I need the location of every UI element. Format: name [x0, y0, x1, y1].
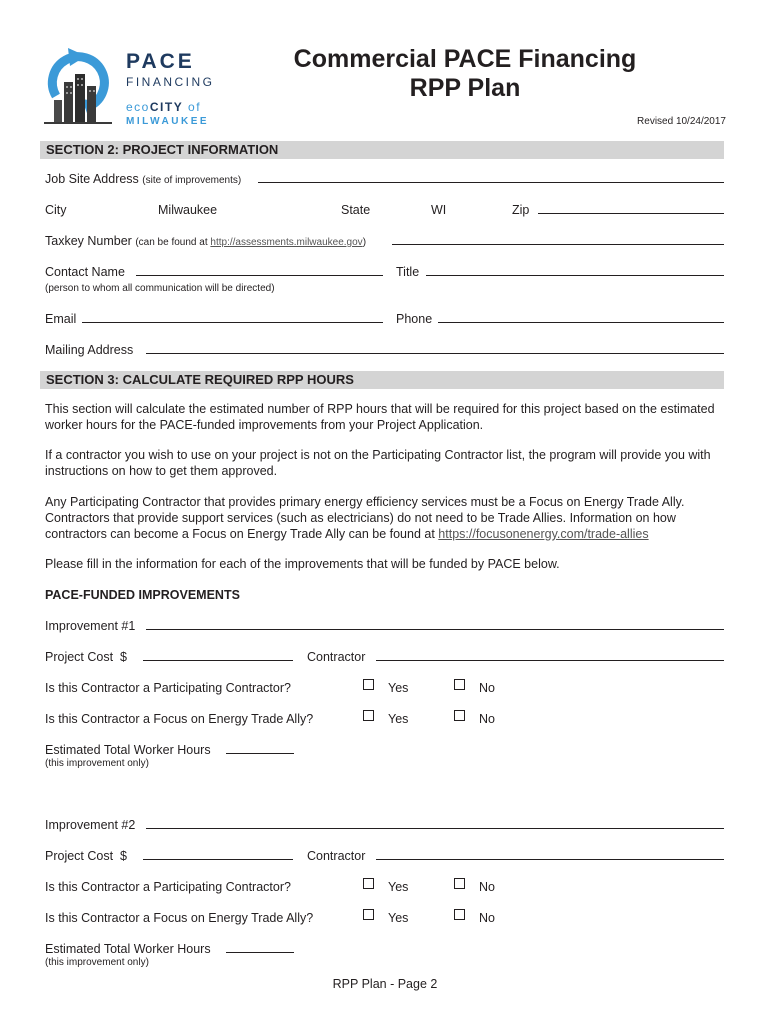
section3-paragraph-1: This section will calculate the estimated number of RPP hours that will be required for this project based on the estimated worker hours for the PACE-funded improvements from your Project Application.	[45, 402, 715, 432]
improvement-2-label: Improvement #2	[45, 818, 136, 832]
section3-paragraph-4: Please fill in the information for each of the improvements that will be funded by PACE below.	[45, 557, 560, 571]
project-cost-1-label: Project Cost $	[45, 650, 127, 664]
participating-2-yes-checkbox[interactable]	[363, 878, 374, 889]
trade-ally-1-yes-label: Yes	[388, 712, 409, 726]
participating-1-no-checkbox[interactable]	[454, 679, 465, 690]
improvement-2-field[interactable]	[146, 828, 724, 829]
improvement-1-label: Improvement #1	[45, 619, 136, 633]
participating-1-yes-label: Yes	[388, 681, 409, 695]
worker-hours-1-field[interactable]	[226, 753, 294, 754]
state-label: State	[341, 203, 371, 217]
email-field[interactable]	[82, 322, 383, 323]
improvements-subheading: PACE-FUNDED IMPROVEMENTS	[45, 588, 240, 602]
revised-date: Revised 10/24/2017	[637, 116, 726, 127]
project-cost-2-field[interactable]	[143, 859, 293, 860]
trade-ally-1-no-checkbox[interactable]	[454, 710, 465, 721]
contractor-2-field[interactable]	[376, 859, 724, 860]
logo-pace-text: PACE	[126, 50, 195, 73]
section3-heading: SECTION 3: CALCULATE REQUIRED RPP HOURS	[40, 371, 724, 389]
contact-note: (person to whom all communication will be directed)	[45, 283, 275, 294]
section3-paragraph-2: If a contractor you wish to use on your project is not on the Participating Contractor list, the program will provide you with instructions on how to get them approved.	[45, 448, 711, 478]
zip-field[interactable]	[538, 213, 724, 214]
participating-1-no-label: No	[479, 681, 495, 695]
worker-hours-2-field[interactable]	[226, 952, 294, 953]
taxkey-field[interactable]	[392, 244, 724, 245]
phone-field[interactable]	[438, 322, 724, 323]
participating-2-question: Is this Contractor a Participating Contractor?	[45, 880, 291, 894]
worker-hours-2-note: (this improvement only)	[45, 957, 149, 968]
mailing-field[interactable]	[146, 353, 724, 354]
section3-paragraph-3: Any Participating Contractor that provides primary energy efficiency services must be a Focus on Energy Trade Ally. Contractors that provide support services (such as electricians) do not need to be Trade Allies. Information on how contractors can become a Focus on Energy Trade Ally can be found at https://focusonenergy.com/trade-allies	[45, 495, 685, 541]
trade-allies-link[interactable]: https://focusonenergy.com/trade-allies	[438, 527, 649, 541]
job-site-field[interactable]	[258, 182, 724, 183]
project-cost-1-field[interactable]	[143, 660, 293, 661]
city-value[interactable]: Milwaukee	[158, 203, 218, 217]
participating-2-no-label: No	[479, 880, 495, 894]
zip-label: Zip	[512, 203, 530, 217]
worker-hours-1-note: (this improvement only)	[45, 758, 149, 769]
trade-ally-1-question: Is this Contractor a Focus on Energy Trade Ally?	[45, 712, 314, 726]
worker-hours-2-label: Estimated Total Worker Hours	[45, 942, 211, 956]
email-label: Email	[45, 312, 77, 326]
logo-milwaukee-text: MILWAUKEE	[126, 116, 210, 127]
taxkey-label: Taxkey Number (can be found at http://assessments.milwaukee.gov)	[45, 234, 367, 248]
trade-ally-2-no-label: No	[479, 911, 495, 925]
job-site-label: Job Site Address (site of improvements)	[45, 172, 242, 186]
title-label: Title	[396, 265, 420, 279]
participating-2-yes-label: Yes	[388, 880, 409, 894]
participating-1-question: Is this Contractor a Participating Contractor?	[45, 681, 291, 695]
logo-financing-text: FINANCING	[126, 75, 215, 89]
state-value[interactable]: WI	[431, 203, 447, 217]
city-label: City	[45, 203, 67, 217]
trade-ally-2-question: Is this Contractor a Focus on Energy Trade Ally?	[45, 911, 314, 925]
logo-ecocity-text: ecoCITY of	[126, 100, 202, 114]
contractor-1-label: Contractor	[307, 650, 366, 664]
title-field[interactable]	[426, 275, 724, 276]
contact-field[interactable]	[136, 275, 383, 276]
trade-ally-2-yes-checkbox[interactable]	[363, 909, 374, 920]
project-cost-2-label: Project Cost $	[45, 849, 127, 863]
participating-1-yes-checkbox[interactable]	[363, 679, 374, 690]
phone-label: Phone	[396, 312, 433, 326]
mailing-label: Mailing Address	[45, 343, 134, 357]
worker-hours-1-label: Estimated Total Worker Hours	[45, 743, 211, 757]
contractor-2-label: Contractor	[307, 849, 366, 863]
contractor-1-field[interactable]	[376, 660, 724, 661]
recycle-arrow-icon	[42, 44, 117, 128]
trade-ally-2-no-checkbox[interactable]	[454, 909, 465, 920]
page-footer: RPP Plan - Page 2	[332, 977, 438, 991]
contact-label: Contact Name	[45, 265, 125, 279]
section2-heading: SECTION 2: PROJECT INFORMATION	[40, 141, 724, 159]
assessments-link[interactable]: http://assessments.milwaukee.gov	[210, 237, 363, 248]
pace-logo	[42, 44, 215, 130]
trade-ally-2-yes-label: Yes	[388, 911, 409, 925]
participating-2-no-checkbox[interactable]	[454, 878, 465, 889]
page-title: Commercial PACE Financing RPP Plan	[293, 45, 637, 102]
improvement-1-field[interactable]	[146, 629, 724, 630]
trade-ally-1-yes-checkbox[interactable]	[363, 710, 374, 721]
trade-ally-1-no-label: No	[479, 712, 495, 726]
